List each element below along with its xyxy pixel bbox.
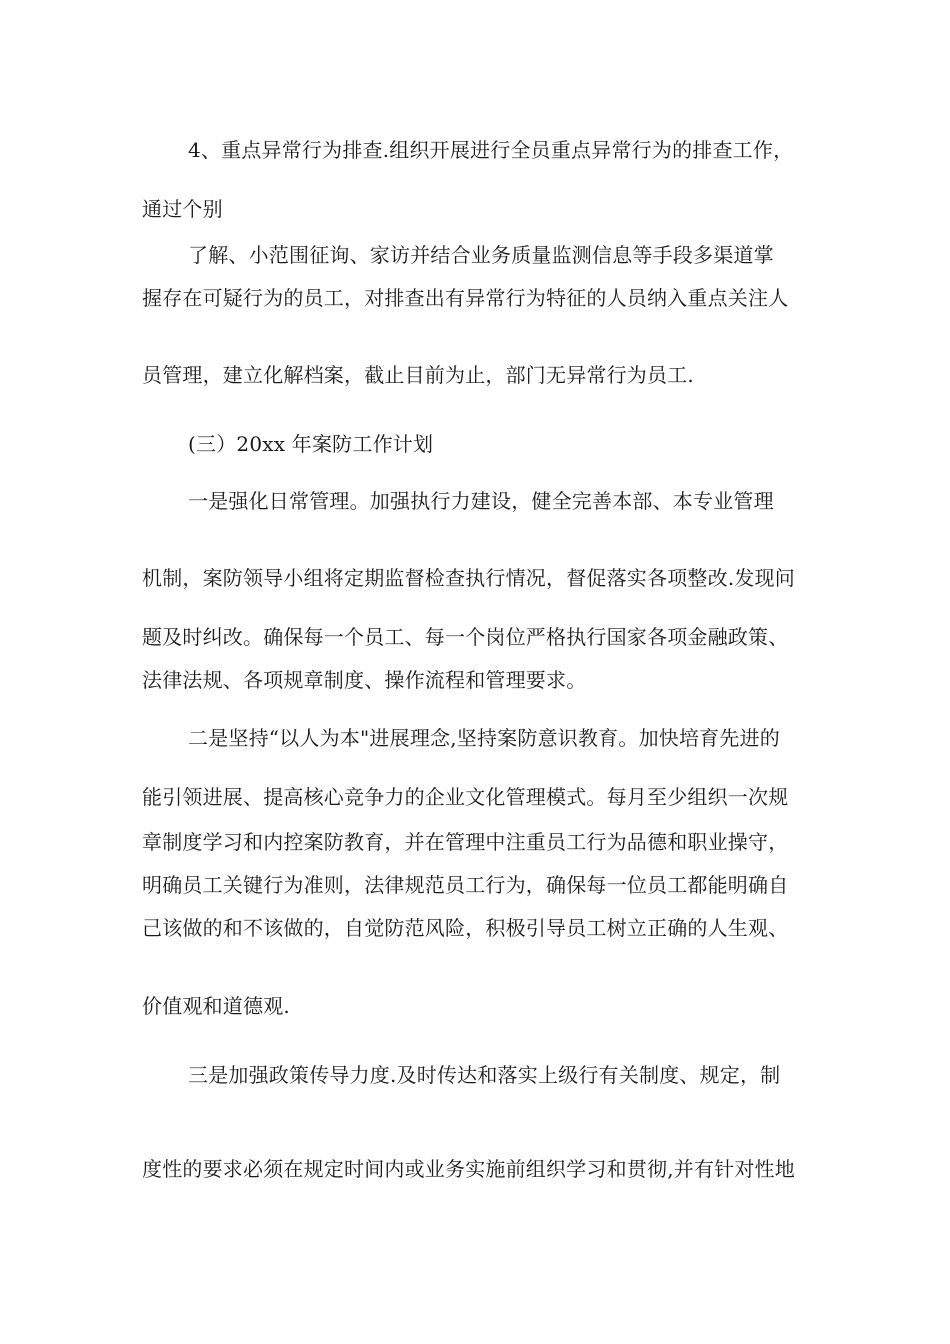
- paragraph-line: 机制，案防领导小组将定期监督检查执行情况，督促落实各项整改.发现问: [142, 566, 795, 590]
- paragraph-line: 握存在可疑行为的员工，对排查出有异常行为特征的人员纳入重点关注人: [142, 286, 789, 310]
- paragraph-line: 三是加强政策传导力度.及时传达和落实上级行有关制度、规定，制: [188, 1063, 781, 1087]
- paragraph-line: 4、重点异常行为排查.组织开展进行全员重点异常行为的排查工作，: [188, 138, 794, 162]
- paragraph-line: 了解、小范围征询、家访并结合业务质量监测信息等手段多渠道掌: [188, 243, 774, 267]
- paragraph-line: 价值观和道德观.: [142, 994, 290, 1018]
- paragraph-line: 己该做的和不该做的，自觉防范风险，积极引导员工树立正确的人生观、: [142, 916, 789, 940]
- paragraph-line: 一是强化日常管理。加强执行力建设，健全完善本部、本专业管理: [188, 489, 774, 513]
- paragraph-line: 题及时纠改。确保每一个员工、每一个岗位严格执行国家各项金融政策、: [142, 625, 789, 649]
- paragraph-line: 明确员工关键行为准则，法律规范员工行为，确保每一位员工都能明确自: [142, 873, 789, 897]
- paragraph-line: 章制度学习和内控案防教育，并在管理中注重员工行为品德和职业操守，: [142, 830, 789, 854]
- paragraph-line: 二是坚持“以人为本"进展理念,坚持案防意识教育。加快培育先进的: [188, 726, 780, 750]
- paragraph-line: 法律法规、各项规章制度、操作流程和管理要求。: [142, 668, 587, 692]
- paragraph-line: 度性的要求必须在规定时间内或业务实施前组织学习和贯彻,并有针对性地: [142, 1157, 795, 1181]
- paragraph-line: 能引领进展、提高核心竞争力的企业文化管理模式。每月至少组织一次规: [142, 785, 789, 809]
- paragraph-line: 员管理，建立化解档案，截止目前为止，部门无异常行为员工.: [142, 363, 694, 387]
- section-heading: (三）20xx 年案防工作计划: [188, 432, 434, 456]
- paragraph-line: 通过个别: [142, 197, 223, 221]
